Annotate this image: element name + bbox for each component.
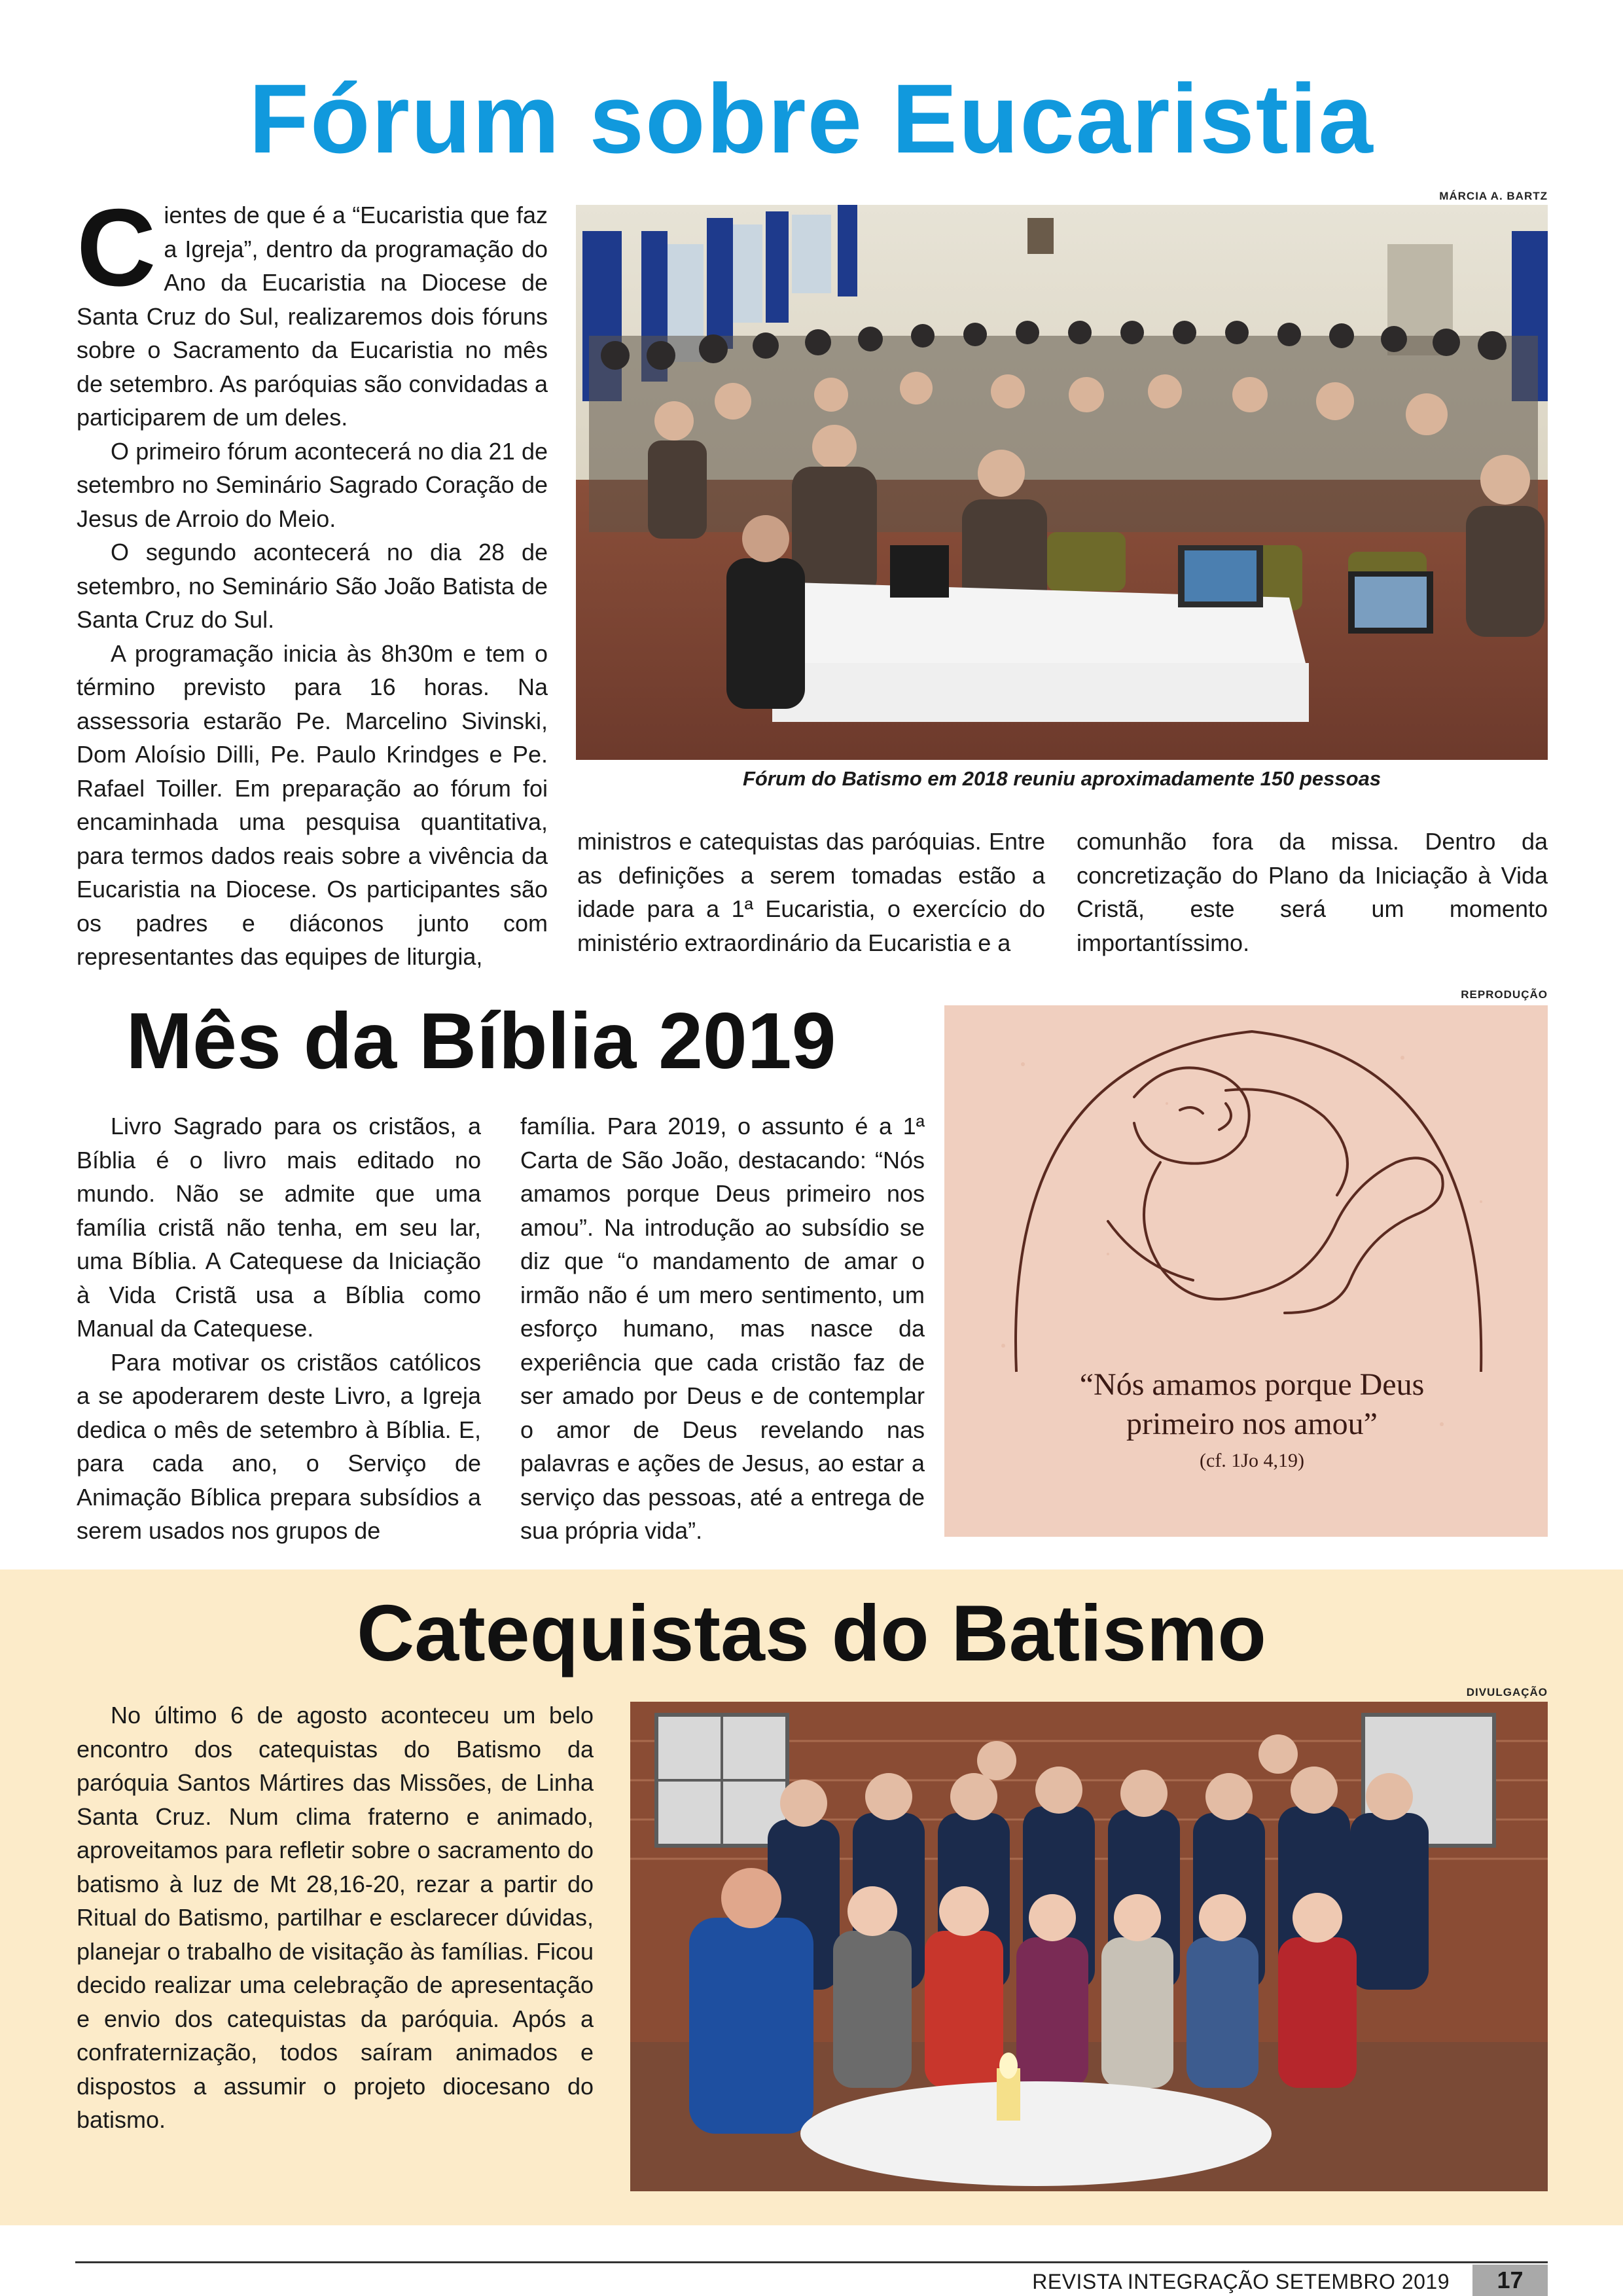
catechists-group-photo (630, 1702, 1548, 2191)
article3-title: Catequistas do Batismo (357, 1588, 1266, 1677)
article1-column-2: ministros e catequistas das paróquias. Entre as definições a serem tomadas estão a idade para a 1ª Eucaristia, o exercício do ministério extraordinário da Eucaristia e a (577, 828, 1045, 956)
article2-column-1 (77, 1109, 481, 1548)
article1-paragraph-3: O segundo acontecerá no dia 28 de setembro, no Seminário São João Batista de Santa Cruz do Sul. (77, 539, 548, 633)
article1-paragraph-4: A programação inicia às 8h30m e tem o término previsto para 16 horas. Na assessoria estarão Pe. Marcelino Sivinski, Dom Aloísio Dilli, Pe. Paulo Krindges e Pe. Rafael Toiller. Em preparação ao fórum foi encaminhada uma pesquisa quantitativa, para termos dados reais sobre a vivência da Eucaristia na Diocese. Os participantes são os padres e diáconos junto com representantes das equipes de liturgia, (77, 639, 548, 970)
illustration-quote-reference: (cf. 1Jo 4,19) (1200, 1450, 1304, 1471)
article2-photo-credit: REPRODUÇÃO (1461, 988, 1548, 1001)
article2-title: Mês da Bíblia 2019 (126, 996, 836, 1085)
article2-paragraph-2: Para motivar os cristãos católicos a se apoderarem deste Livro, a Igreja dedica o mês de setembro à Bíblia. E, para cada ano, o Serviço de Animação Bíblica prepara subsídios a serem usados nos grupos de (77, 1348, 481, 1544)
footer-publication: REVISTA INTEGRAÇÃO SETEMBRO 2019 (1032, 2270, 1450, 2293)
bible-month-illustration (944, 1005, 1548, 1537)
article3-photo-credit: DIVULGAÇÃO (1466, 1686, 1548, 1698)
article1-photo-credit: MÁRCIA A. BARTZ (1439, 190, 1548, 202)
footer-rule (75, 2261, 1548, 2263)
forum-audience-photo (576, 205, 1548, 760)
illustration-quote-line-2: primeiro nos amou” (1126, 1407, 1378, 1441)
article1-paragraph-2: O primeiro fórum acontecerá no dia 21 de setembro no Seminário Sagrado Coração de Jesus de Arroio do Meio. (77, 437, 548, 532)
article1-column-3: comunhão fora da missa. Dentro da concretização do Plano da Iniciação à Vida Cristã, este será um momento importantíssimo. (1077, 828, 1548, 956)
article1-photo-caption: Fórum do Batismo em 2018 reuniu aproximadamente 150 pessoas (742, 767, 1382, 790)
article1-column-1 (77, 186, 548, 974)
dropcap: C (77, 186, 156, 309)
article2-column-2: família. Para 2019, o assunto é a 1ª Carta de São João, destacando: “Nós amamos porque Deus primeiro nos amou”. Na introdução ao subsídio se diz que “o mandamento de amar o irmão não é um mero sentimento, um esforço humano, mas nasce da experiência que cada cristão faz de ser amado por Deus e de contemplar o amor de Deus revelando nas palavras e ações de Jesus, ao estar a serviço das pessoas, até a entrega de sua própria vida”. (520, 1113, 925, 1544)
article3-paragraph: No último 6 de agosto aconteceu um belo encontro dos catequistas do Batismo da paróquia Santos Mártires das Missões, de Linha Santa Cruz. Num clima fraterno e animado, aproveitamos para refletir sobre o sacramento do batismo à luz de Mt 28,16-20, rezar a partir do Ritual do Batismo, partilhar e esclarecer dúvidas, planejar o trabalho de visitação às famílias. Ficou decido realizar uma celebração de apresentação e envio dos catequistas da paróquia. Após a confraternização, todos saíram animados e dispostos a assumir o projeto diocesano do batismo. (77, 1702, 594, 2133)
page-number: 17 (1472, 2265, 1548, 2296)
article1-paragraph-1: ientes de que é a “Eucaristia que faz a Igreja”, dentro da programação do Ano da Eucaristia na Diocese de Santa Cruz do Sul, realizaremos dois fóruns sobre o Sacramento da Eucaristia no mês de setembro. As paróquias são convidadas a participarem de um deles. (77, 202, 548, 431)
article2-paragraph-1: Livro Sagrado para os cristãos, a Bíblia é o livro mais editado no mundo. Não se admite que uma família cristã não tenha, em seu lar, uma Bíblia. A Catequese da Iniciação à Vida Cristã usa a Bíblia como Manual da Catequese. (77, 1113, 481, 1342)
article1-title: Fórum sobre Eucaristia (249, 63, 1374, 173)
illustration-quote-line-1: “Nós amamos porque Deus (1079, 1367, 1425, 1402)
article3-column-1 (77, 1698, 594, 2137)
